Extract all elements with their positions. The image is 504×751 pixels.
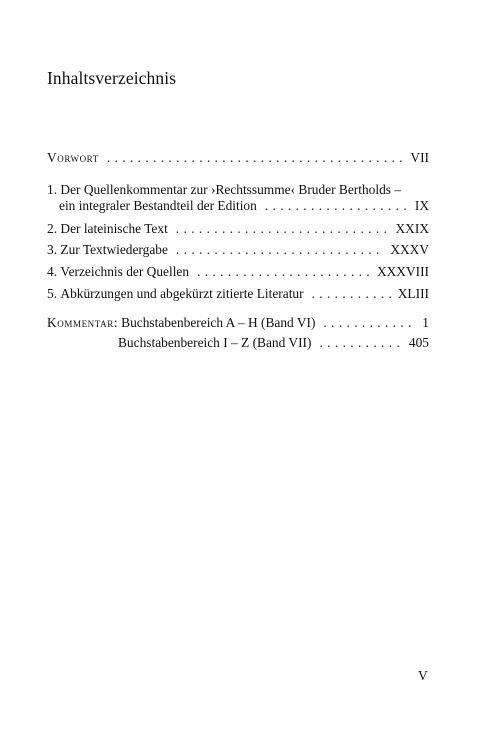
toc-entry-title-continued: ein integraler Bestandteil der Edition xyxy=(59,198,257,213)
toc-entry-page: XLIII xyxy=(397,286,429,301)
toc-entry-vorwort xyxy=(47,150,429,166)
dot-leader xyxy=(312,286,392,302)
dot-leader xyxy=(265,198,409,214)
toc-entry-page: XXIX xyxy=(395,221,429,236)
dot-leader xyxy=(176,242,384,258)
toc-entry-page: XXXV xyxy=(390,242,429,257)
toc-entry-page: 1 xyxy=(422,315,429,330)
page-number: V xyxy=(418,668,428,683)
toc-entry-1-line1 xyxy=(47,182,429,198)
toc-entry-4 xyxy=(47,264,429,280)
dot-leader xyxy=(197,264,371,280)
toc-entry-title: Der lateinische Text xyxy=(60,221,168,236)
page-title: Inhaltsverzeichnis xyxy=(47,68,177,88)
toc-entry-number: 2. xyxy=(47,221,58,236)
toc-entry-2 xyxy=(47,221,429,237)
toc-entry-page: XXXVIII xyxy=(376,264,429,279)
toc-entry-number: 4. xyxy=(47,264,58,279)
dot-leader xyxy=(176,221,390,237)
dot-leader xyxy=(107,150,405,166)
toc-entry-number: 5. xyxy=(47,286,58,301)
toc-entry-title: Verzeichnis der Quellen xyxy=(60,264,190,279)
toc-entry-title: Der Quellenkommentar zur ›Rechtssumme‹ Bruder Bertholds – xyxy=(60,182,402,197)
toc-entry-3 xyxy=(47,242,429,258)
toc-section-label: Kommentar: xyxy=(47,315,119,330)
toc-entry-title: Buchstabenbereich A – H (Band VI) xyxy=(121,315,316,330)
toc-entry-page: 405 xyxy=(408,335,429,350)
toc-entry-5 xyxy=(47,286,429,302)
toc-entry-1-line2 xyxy=(59,198,429,214)
toc-entry-page: VII xyxy=(410,150,429,165)
toc-entry-title: Zur Textwiedergabe xyxy=(60,242,168,257)
toc-entry-title: Buchstabenbereich I – Z (Band VII) xyxy=(118,335,312,350)
toc-entry-title: Vorwort xyxy=(47,150,99,165)
toc-entry-number: 1. xyxy=(47,182,58,197)
dot-leader xyxy=(323,315,416,331)
toc-entry-kommentar-a xyxy=(47,315,429,331)
toc-entry-kommentar-b xyxy=(118,335,429,351)
dot-leader xyxy=(319,335,402,351)
toc-entry-title: Abkürzungen und abgekürzt zitierte Literatur xyxy=(60,286,304,301)
toc-entry-page: IX xyxy=(414,198,429,213)
toc-entry-number: 3. xyxy=(47,242,58,257)
